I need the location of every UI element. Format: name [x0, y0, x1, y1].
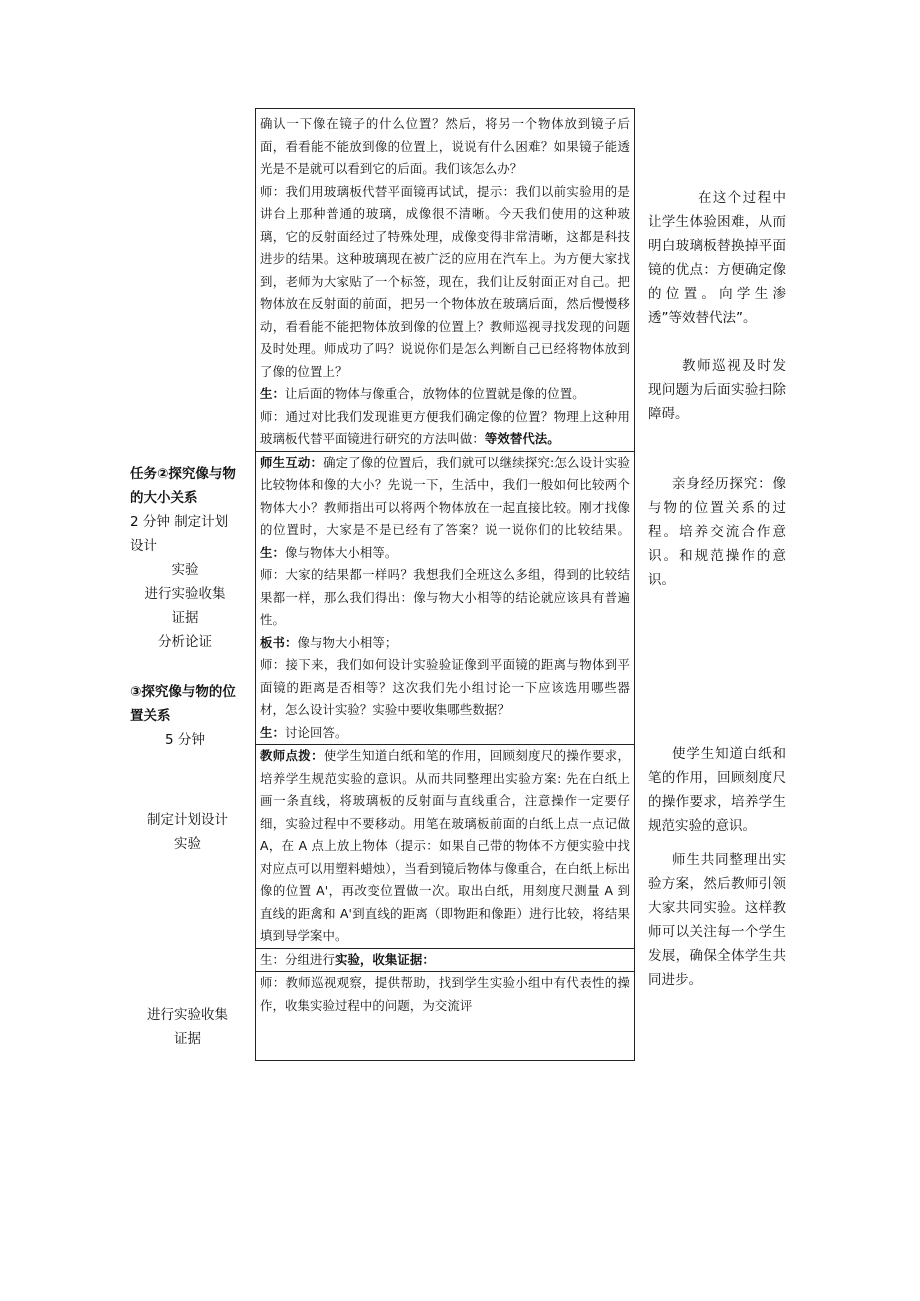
task3-plan: 制定计划设计 [147, 812, 228, 828]
note-glass-plate [648, 186, 786, 330]
group-experiment-term: 实验，收集证据： [334, 951, 435, 967]
para-board [260, 632, 630, 655]
task2-exp: 实验 [171, 562, 199, 578]
note-glass-plate-text: 在这个过程中让学生体验困难，从而明白玻璃板替换掉平面镜的优点：方便确定像的位置。向学生渗透”等效替代法”。 [648, 190, 786, 326]
teacher-guide-text: 使学生知道白纸和笔的作用，回顾刻度尺的操作要求，培养学生规范实验的意识。从而共同整理出实验方案: 先在白纸上画一条直线，将玻璃板的反射面与直线重合，注意操作一定要仔细，实验过程中不要移动。用笔在玻璃板前面的白纸上点一点记做 A，在 A 点上放上物体（提示：如果自己带的物体不方便实验中找对应点可以用塑料蜡烛），当看到镜后物体与像重合，在白纸上标出像的位置 A'，再改变位置做一次。取出白纸，用刻度尺测量 A 到直线的距禽和 A'到直线的距离（即物距和像距）进行比较，将结果填到导学案中。 [260, 748, 630, 943]
para-group-experiment [260, 949, 630, 972]
teaching-process-box [255, 108, 635, 1061]
student-answer-text: 让后面的物体与像重合，放物体的位置就是像的位置。 [284, 386, 585, 401]
para-distance-question: 师：接下来，我们如何设计实验验证像到平面镜的距离与物体到平面镜的距离是否相等？这次我们先小组讨论一下应该选用哪些器材，怎么设计实验？实验中要收集哪些数据？ [260, 657, 630, 717]
task3-title: ③探究像与物的位置关系 [130, 684, 236, 724]
task3-block [130, 680, 240, 752]
para-discuss [260, 722, 630, 745]
note-white-paper [648, 742, 786, 838]
note-patrol-text: 教师巡视及时发现问题为后面实验扫除障碍。 [648, 358, 786, 422]
task2-block [130, 462, 240, 654]
note-explore [648, 472, 786, 592]
task2-evidence: 证据 [171, 610, 199, 626]
task3-evidence: 证据 [174, 1031, 201, 1047]
para-equivalent-method [260, 406, 630, 451]
note-plan-text: 师生共同整理出实验方案，然后教师引领大家共同实验。这样教师可以关注每一个学生发展，确保全体学生共同进步。 [648, 852, 786, 988]
task3-exp: 实验 [174, 836, 201, 852]
label-student-2: 生： [260, 544, 285, 560]
para-student-answer [260, 383, 630, 406]
label-board: 板书： [260, 634, 298, 650]
task2-time-plan [130, 510, 240, 558]
interaction-text: 确定了像的位置后，我们就可以继续探究:怎么设计实验比较物体和像的大小？先说一下，生活中，我们一般如何比较两个物体大小？教师指出可以将两个物体放在一起直接比较。刚才找像的位置时，大家是不是已经有了答案？说一说你们的比较结果。 [260, 454, 630, 537]
label-student-3: 生： [260, 724, 285, 740]
para-teacher-patrol: 师：教师巡视观察，提供帮助，找到学生实验小组中有代表性的操作，收集实验过程中的问题，为交流评 [260, 975, 630, 1013]
para-conclusion: 师：大家的结果都一样吗？我想我们全班这么多组，得到的比较结果都一样，那么我们得出：像与物大小相等的结论就应该具有普遍性。 [260, 567, 630, 627]
note-white-paper-text: 使学生知道白纸和笔的作用，回顾刻度尺的操作要求，培养学生规范实验的意识。 [648, 746, 786, 834]
para-interaction [260, 452, 630, 565]
note-explore-text: 亲身经历探究：像与物的位置关系的过程。培养交流合作意识。和规范操作的意识。 [648, 476, 786, 588]
task3-plan-block [130, 808, 245, 856]
para-confirm-image: 确认一下像在镜子的什么位置？然后，将另一个物体放到镜子后面，看看能不能放到像的位置上，说说有什么困难？如果镜子能透光是不是就可以看到它的后面。我们该怎么办？ [260, 116, 630, 176]
task2-collect: 进行实验收集 [144, 586, 226, 602]
label-student: 生： [260, 386, 285, 401]
para-glass-plate: 师：我们用玻璃板代替平面镜再试试，提示：我们以前实验用的是讲台上那种普通的玻璃，成像很不清晰。今天我们使用的这种玻璃，它的反射面经过了特殊处理，成像变得非常清晰，这都是科技进步的结果。这种玻璃现在被广泛的应用在汽车上。为方便大家找到，老师为大家贴了一个标签，现在，我们让反射面正对自己。把物体放在反射面的前面，把另一个物体放在玻璃后面，然后慢慢移动，看看能不能把物体放到像的位置上？教师巡视寻找发现的问题及时处理。师成功了吗？说说你们是怎么判断自己已经将物体放到了像的位置上？ [260, 183, 630, 379]
task3-time: 5 分钟 [165, 732, 205, 748]
board-text: 像与物大小相等； [297, 634, 398, 650]
equivalent-method-text: 师：通过对比我们发现谁更方便我们确定像的位置？物理上这种用玻璃板代替平面镜进行研究的方法叫做： [260, 408, 630, 446]
note-patrol [648, 354, 786, 426]
task2-plan: 制定计划设计 [130, 514, 229, 554]
label-interaction: 师生互动： [260, 454, 324, 470]
task3-collect-block [130, 1003, 245, 1051]
task2-analyze: 分析论证 [158, 634, 212, 650]
discuss-text: 讨论回答。 [284, 724, 348, 740]
task2-time: 2 分钟 [130, 514, 170, 530]
equivalent-method-term: 等效替代法。 [484, 431, 560, 446]
note-plan [648, 848, 786, 992]
label-teacher-guide: 教师点拨： [260, 748, 324, 763]
task3-collect: 进行实验收集 [147, 1007, 228, 1023]
group-experiment-text: 生：分组进行 [260, 951, 335, 967]
task2-title: 任务②探究像与物的大小关系 [130, 466, 236, 506]
interaction-answer: 像与物体大小相等。 [284, 544, 398, 560]
para-teacher-guide [260, 745, 630, 948]
